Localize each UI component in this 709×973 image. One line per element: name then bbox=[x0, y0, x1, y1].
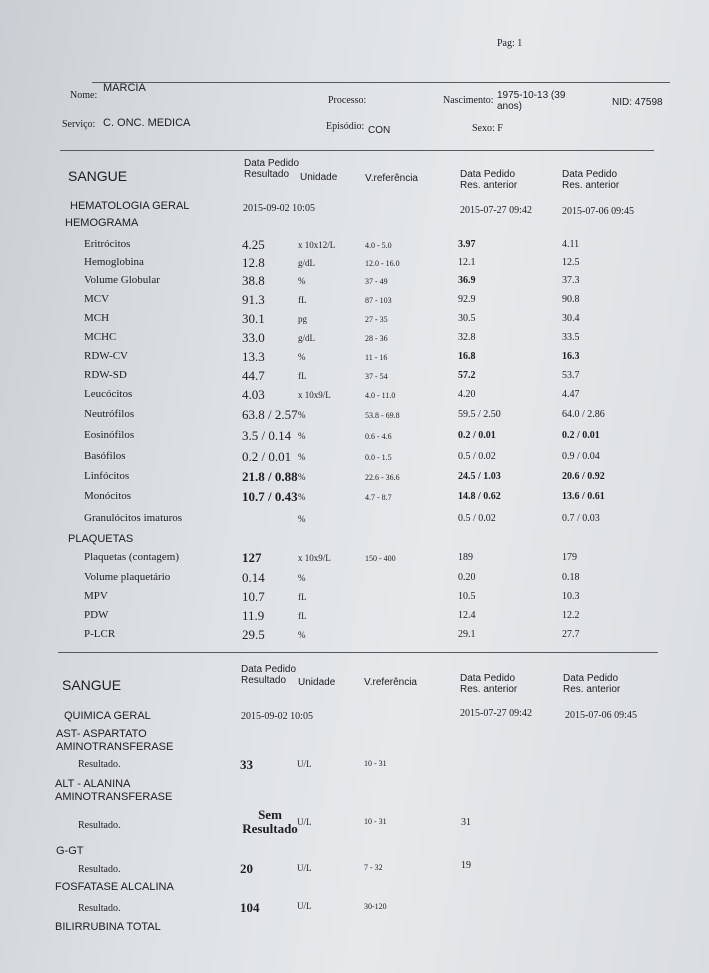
test-ref: 4.0 - 5.0 bbox=[365, 241, 392, 250]
test-ref: 150 - 400 bbox=[365, 554, 396, 563]
test-unit: % bbox=[298, 630, 306, 640]
test-value: 33.0 bbox=[242, 330, 265, 345]
test-name: RDW-CV bbox=[84, 350, 128, 362]
test-value: 0.14 bbox=[242, 570, 265, 585]
prev-result-2: 37.3 bbox=[562, 275, 580, 286]
test-unit: % bbox=[298, 431, 306, 441]
chem-test-name: FOSFATASE ALCALINA bbox=[55, 881, 174, 893]
test-value: 4.03 bbox=[242, 387, 265, 402]
prev-result-2: 33.5 bbox=[562, 332, 580, 343]
test-unit: % bbox=[298, 573, 306, 583]
test-name: MCV bbox=[84, 293, 110, 305]
test-value: 10.7 / 0.43 bbox=[242, 489, 298, 504]
prev-result-1: 0.5 / 0.02 bbox=[458, 513, 496, 524]
prev-result-2: 179 bbox=[562, 552, 577, 563]
prev-result-1: 0.2 / 0.01 bbox=[458, 430, 496, 441]
chem-result-label: Resultado. bbox=[78, 759, 121, 770]
patient-name: MARCIA bbox=[103, 82, 146, 94]
test-value: 44.7 bbox=[242, 368, 265, 383]
test-name: MCHC bbox=[84, 331, 117, 343]
chem-result-value: 33 bbox=[240, 757, 253, 772]
test-unit: % bbox=[298, 472, 306, 482]
chem-test-name: ALT - ALANINA AMINOTRANSFERASE bbox=[55, 778, 173, 803]
header-rule bbox=[92, 82, 670, 83]
hdr-unidade: Unidade bbox=[300, 172, 338, 183]
test-unit: x 10x9/L bbox=[298, 553, 331, 563]
chem-result-label: Resultado. bbox=[78, 903, 121, 914]
hdr2-prev2: Data Pedido Res. anterior bbox=[563, 673, 621, 695]
test-value: 21.8 / 0.88 bbox=[242, 469, 298, 484]
prev-result-2: 0.2 / 0.01 bbox=[562, 430, 600, 441]
section1-title: SANGUE bbox=[68, 168, 128, 184]
section1-top-rule bbox=[60, 150, 654, 151]
chem-prev-result: 31 bbox=[461, 817, 471, 828]
prev-result-2: 13.6 / 0.61 bbox=[562, 491, 605, 502]
hdr-data-pedido: Data Pedido Resultado bbox=[244, 158, 300, 180]
plaquetas-label: PLAQUETAS bbox=[68, 533, 134, 545]
test-ref: 0.0 - 1.5 bbox=[365, 453, 392, 462]
test-unit: fL bbox=[298, 611, 307, 621]
nid-value: NID: 47598 bbox=[612, 97, 663, 108]
chem-result-label: Resultado. bbox=[78, 864, 121, 875]
hdr2-vref: V.referência bbox=[364, 677, 417, 688]
prev-result-1: 189 bbox=[458, 552, 473, 563]
section2-date-prev2: 2015-07-06 09:45 bbox=[565, 710, 637, 721]
test-unit: fL bbox=[298, 592, 307, 602]
test-value: 12.8 bbox=[242, 255, 265, 270]
test-unit: pg bbox=[298, 314, 307, 324]
prev-result-1: 29.1 bbox=[458, 629, 476, 640]
test-name: Eosinófilos bbox=[84, 429, 135, 441]
test-name: PDW bbox=[84, 609, 109, 621]
prev-result-2: 64.0 / 2.86 bbox=[562, 409, 605, 420]
test-value: 91.3 bbox=[242, 292, 265, 307]
test-name: Leucócitos bbox=[84, 388, 133, 400]
test-value: 127 bbox=[242, 550, 262, 565]
test-name: Granulócitos imaturos bbox=[84, 512, 183, 524]
servico-value: C. ONC. MEDICA bbox=[103, 117, 191, 129]
hdr2-unidade: Unidade bbox=[298, 677, 336, 688]
test-unit: fL bbox=[298, 295, 307, 305]
test-name: Linfócitos bbox=[84, 470, 130, 482]
prev-result-2: 4.47 bbox=[562, 389, 580, 400]
prev-result-1: 30.5 bbox=[458, 313, 476, 324]
test-ref: 37 - 54 bbox=[365, 372, 388, 381]
hdr-vref: V.referência bbox=[365, 173, 418, 184]
test-name: Volume Globular bbox=[84, 274, 160, 286]
section2-date-prev1: 2015-07-27 09:42 bbox=[460, 708, 532, 719]
test-ref: 4.7 - 8.7 bbox=[365, 493, 392, 502]
prev-result-2: 53.7 bbox=[562, 370, 580, 381]
prev-result-1: 0.5 / 0.02 bbox=[458, 451, 496, 462]
test-ref: 28 - 36 bbox=[365, 334, 388, 343]
test-ref: 12.0 - 16.0 bbox=[365, 259, 400, 268]
servico-label: Serviço: bbox=[62, 119, 96, 130]
test-value: 13.3 bbox=[242, 349, 265, 364]
prev-result-1: 16.8 bbox=[458, 351, 476, 362]
test-name: Neutrófilos bbox=[84, 408, 135, 420]
prev-result-1: 10.5 bbox=[458, 591, 476, 602]
test-name: RDW-SD bbox=[84, 369, 127, 381]
prev-result-1: 92.9 bbox=[458, 294, 476, 305]
test-ref: 0.6 - 4.6 bbox=[365, 432, 392, 441]
test-name: P-LCR bbox=[84, 628, 116, 640]
section2-top-rule bbox=[58, 652, 658, 653]
prev-result-1: 0.20 bbox=[458, 572, 476, 583]
test-unit: x 10x9/L bbox=[298, 390, 331, 400]
nascimento-label: Nascimento: bbox=[443, 95, 494, 106]
prev-result-2: 90.8 bbox=[562, 294, 580, 305]
prev-result-2: 4.11 bbox=[562, 239, 580, 250]
chem-result-value: 104 bbox=[240, 900, 260, 915]
test-value: 0.2 / 0.01 bbox=[242, 449, 292, 464]
chem-result-value: 20 bbox=[240, 861, 253, 876]
prev-result-2: 0.7 / 0.03 bbox=[562, 513, 600, 524]
hdr2-data-pedido: Data Pedido Resultado bbox=[241, 664, 297, 686]
test-name: MCH bbox=[84, 312, 110, 324]
test-value: 38.8 bbox=[242, 273, 265, 288]
chem-ref: 10 - 31 bbox=[364, 759, 387, 768]
page-number: Pag: 1 bbox=[497, 38, 523, 49]
prev-result-2: 30.4 bbox=[562, 313, 580, 324]
prev-result-1: 57.2 bbox=[458, 370, 476, 381]
processo-label: Processo: bbox=[328, 95, 367, 106]
chem-result-value: Sem Resultado bbox=[242, 807, 298, 836]
prev-result-1: 59.5 / 2.50 bbox=[458, 409, 501, 420]
test-value: 30.1 bbox=[242, 311, 265, 326]
section2-title: SANGUE bbox=[62, 677, 122, 693]
nascimento-value: 1975-10-13 (39 anos) bbox=[497, 90, 566, 112]
prev-result-1: 4.20 bbox=[458, 389, 476, 400]
test-unit: % bbox=[298, 452, 306, 462]
hemograma-label: HEMOGRAMA bbox=[65, 217, 139, 229]
prev-result-2: 10.3 bbox=[562, 591, 580, 602]
prev-result-1: 12.4 bbox=[458, 610, 476, 621]
chem-prev-result: 19 bbox=[461, 860, 471, 871]
test-name: Volume plaquetário bbox=[84, 571, 171, 583]
test-unit: % bbox=[298, 276, 306, 286]
chem-unit: U/L bbox=[297, 863, 312, 873]
chem-ref: 30-120 bbox=[364, 902, 387, 911]
chem-unit: U/L bbox=[297, 901, 312, 911]
chem-ref: 7 - 32 bbox=[364, 863, 383, 872]
test-name: Plaquetas (contagem) bbox=[84, 551, 179, 563]
test-name: MPV bbox=[84, 590, 108, 602]
test-unit: x 10x12/L bbox=[298, 240, 336, 250]
prev-result-2: 0.18 bbox=[562, 572, 580, 583]
test-unit: fL bbox=[298, 371, 307, 381]
test-value: 29.5 bbox=[242, 627, 265, 642]
test-unit: % bbox=[298, 492, 306, 502]
test-name: Basófilos bbox=[84, 450, 126, 462]
hdr-prev2: Data Pedido Res. anterior bbox=[562, 169, 620, 191]
section2-group: QUIMICA GERAL bbox=[64, 710, 151, 722]
test-unit: % bbox=[298, 514, 306, 524]
prev-result-2: 0.9 / 0.04 bbox=[562, 451, 600, 462]
nome-label: Nome: bbox=[70, 90, 98, 101]
episodio-value: CON bbox=[368, 125, 391, 136]
chem-test-name: BILIRRUBINA TOTAL bbox=[55, 921, 161, 933]
test-ref: 53.8 - 69.8 bbox=[365, 411, 400, 420]
hdr-prev1: Data Pedido Res. anterior bbox=[460, 169, 518, 191]
prev-result-2: 16.3 bbox=[562, 351, 580, 362]
test-value: 4.25 bbox=[242, 237, 265, 252]
prev-result-2: 20.6 / 0.92 bbox=[562, 471, 605, 482]
test-unit: g/dL bbox=[298, 258, 315, 268]
prev-result-2: 27.7 bbox=[562, 629, 580, 640]
section1-date-prev2: 2015-07-06 09:45 bbox=[562, 206, 634, 217]
section1-date-prev1: 2015-07-27 09:42 bbox=[460, 205, 532, 216]
test-ref: 37 - 49 bbox=[365, 277, 388, 286]
test-value: 63.8 / 2.57 bbox=[242, 407, 298, 422]
prev-result-1: 24.5 / 1.03 bbox=[458, 471, 501, 482]
test-ref: 87 - 103 bbox=[365, 296, 392, 305]
chem-result-label: Resultado. bbox=[78, 820, 121, 831]
section1-date-current: 2015-09-02 10:05 bbox=[243, 203, 315, 214]
test-ref: 11 - 16 bbox=[365, 353, 388, 362]
test-unit: g/dL bbox=[298, 333, 315, 343]
chem-unit: U/L bbox=[297, 759, 312, 769]
test-ref: 22.6 - 36.6 bbox=[365, 473, 400, 482]
prev-result-1: 36.9 bbox=[458, 275, 476, 286]
prev-result-1: 3.97 bbox=[458, 239, 476, 250]
test-ref: 27 - 35 bbox=[365, 315, 388, 324]
hdr2-prev1: Data Pedido Res. anterior bbox=[460, 673, 518, 695]
prev-result-2: 12.5 bbox=[562, 257, 580, 268]
section1-group: HEMATOLOGIA GERAL bbox=[70, 200, 190, 212]
test-unit: % bbox=[298, 352, 306, 362]
test-value: 3.5 / 0.14 bbox=[242, 428, 292, 443]
chem-test-name: G-GT bbox=[56, 845, 84, 857]
sexo-label: Sexo: F bbox=[472, 123, 503, 134]
test-value: 11.9 bbox=[242, 608, 265, 623]
prev-result-1: 32.8 bbox=[458, 332, 476, 343]
episodio-label: Episódio: bbox=[326, 121, 365, 132]
prev-result-2: 12.2 bbox=[562, 610, 580, 621]
test-value: 10.7 bbox=[242, 589, 265, 604]
test-unit: % bbox=[298, 410, 306, 420]
chem-ref: 10 - 31 bbox=[364, 817, 387, 826]
test-ref: 4.0 - 11.0 bbox=[365, 391, 396, 400]
section2-date-current: 2015-09-02 10:05 bbox=[241, 711, 313, 722]
chem-test-name: AST- ASPARTATO AMINOTRANSFERASE bbox=[56, 728, 174, 753]
test-name: Monócitos bbox=[84, 490, 132, 502]
prev-result-1: 12.1 bbox=[458, 257, 476, 268]
prev-result-1: 14.8 / 0.62 bbox=[458, 491, 501, 502]
test-name: Hemoglobina bbox=[84, 256, 144, 268]
test-name: Eritrócitos bbox=[84, 238, 131, 250]
chem-unit: U/L bbox=[297, 817, 312, 827]
